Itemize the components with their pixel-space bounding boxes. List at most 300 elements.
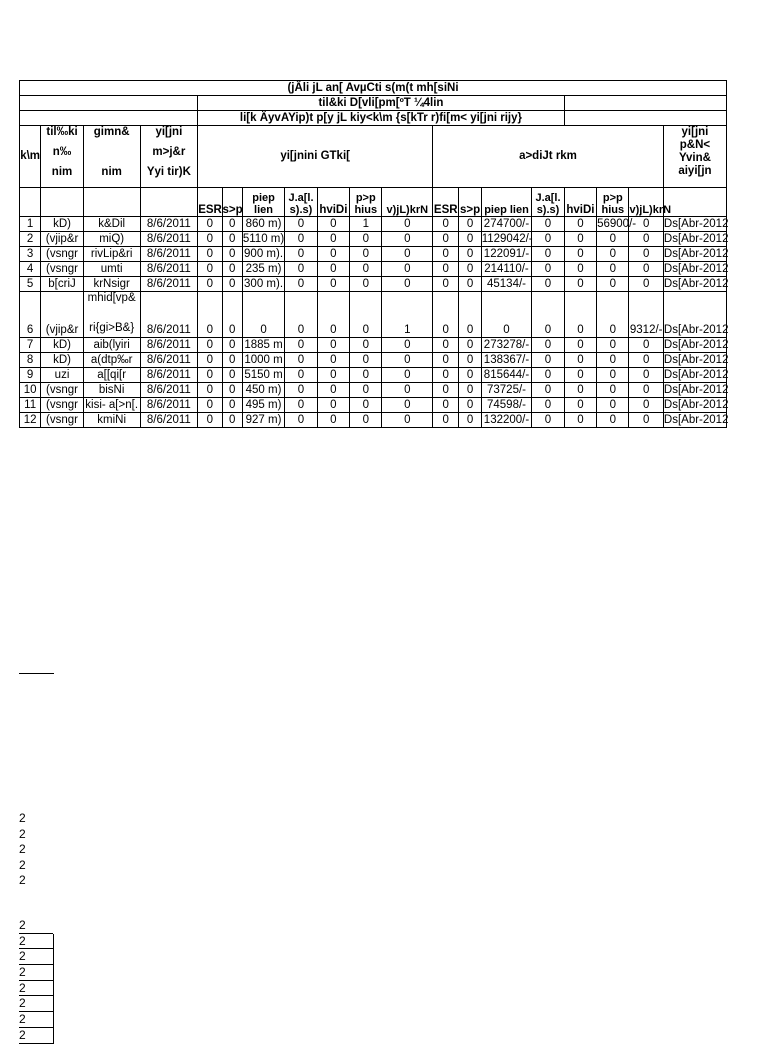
- cell-a-1: 0: [459, 383, 481, 398]
- title-line-2: til&ki D[vli[pm[ºT ¼4lin: [198, 96, 564, 111]
- title-blank-left-3: [20, 111, 198, 126]
- cell-no: 7: [20, 338, 41, 353]
- cell-a-4: 0: [564, 383, 596, 398]
- cell-a-2: 0: [481, 292, 532, 338]
- cell-g-2: 0: [242, 292, 285, 338]
- cell-taluka: (vjip&r: [41, 292, 84, 338]
- table-row: [20, 353, 727, 368]
- cell-no: 3: [20, 247, 41, 262]
- cell-g-2: 1000 m: [242, 353, 285, 368]
- cell-gam: k&Dil: [83, 217, 140, 232]
- subheader-blank: [20, 188, 41, 217]
- footer-two-boxed: 2: [19, 918, 53, 934]
- cell-a-3: 0: [532, 383, 564, 398]
- cell-a-0: 0: [433, 292, 459, 338]
- cell-gam: kmiNi: [83, 413, 140, 428]
- report-table-body: [20, 81, 727, 428]
- cell-g-0: 0: [198, 398, 222, 413]
- table-row: [20, 262, 727, 277]
- cell-a-1: 0: [459, 368, 481, 383]
- footer-twos-boxed: [19, 918, 54, 1044]
- cell-taluka: uzi: [41, 368, 84, 383]
- cell-a-4: 0: [564, 277, 596, 292]
- title-row-1: [20, 81, 727, 96]
- cell-no: 2: [20, 232, 41, 247]
- title-row-3: [20, 111, 727, 126]
- cell-g-3: 0: [285, 338, 317, 353]
- subheader-g-3: J.a[l. s).s): [285, 188, 317, 217]
- subheader-a-4: hviDi: [564, 188, 596, 217]
- table-row: [20, 398, 727, 413]
- cell-g-1: 0: [222, 262, 242, 277]
- cell-g-2: 1885 m: [242, 338, 285, 353]
- cell-g-4: 0: [317, 338, 349, 353]
- cell-taluka: kD): [41, 338, 84, 353]
- cell-g-4: 0: [317, 292, 349, 338]
- cell-g-6: 0: [382, 338, 433, 353]
- cell-g-0: 0: [198, 338, 222, 353]
- cell-g-4: 0: [317, 353, 349, 368]
- cell-g-5: 0: [350, 232, 382, 247]
- col-group-components: yi[jnini GTki[: [198, 126, 433, 188]
- cell-g-1: 0: [222, 232, 242, 247]
- subheader-a-5: p>p hius: [597, 188, 629, 217]
- subheader-blank: [41, 188, 84, 217]
- cell-g-2: 495 m): [242, 398, 285, 413]
- cell-a-3: 0: [532, 368, 564, 383]
- cell-a-4: 0: [564, 338, 596, 353]
- cell-a-4: 0: [564, 217, 596, 232]
- cell-g-5: 0: [350, 262, 382, 277]
- table-row: [20, 338, 727, 353]
- cell-status: Ds[Abr-2012: [663, 353, 729, 366]
- cell-g-3: 0: [285, 292, 317, 338]
- cell-taluka: (vsngr: [41, 398, 84, 413]
- cell-date: 8/6/2011: [140, 232, 198, 247]
- cell-gam-l1: mhid[vp&: [87, 292, 136, 304]
- subheader-blank: [140, 188, 198, 217]
- cell-g-3: 0: [285, 398, 317, 413]
- col-taluka: [41, 126, 84, 188]
- subheader-a-6: v)jL)krN: [629, 188, 663, 217]
- cell-g-0: 0: [198, 247, 222, 262]
- cell-g-5: 0: [350, 353, 382, 368]
- cell-a-5: 0: [597, 368, 629, 383]
- cell-a-1: 0: [459, 232, 481, 247]
- col-taluka-l2: n‰: [52, 146, 72, 158]
- cell-g-0: 0: [198, 383, 222, 398]
- cell-status: Ds[Abr-2012: [663, 383, 729, 396]
- cell-g-3: 0: [285, 368, 317, 383]
- cell-g-6: 0: [382, 368, 433, 383]
- cell-g-1: 0: [222, 277, 242, 292]
- cell-g-1: 0: [222, 368, 242, 383]
- col-yojna-status-l4: aiyi[jn: [678, 165, 712, 177]
- cell-a-4: 0: [564, 247, 596, 262]
- cell-g-6: 0: [382, 383, 433, 398]
- footer-two-boxed: 2: [19, 965, 54, 981]
- cell-g-3: 0: [285, 353, 317, 368]
- footer-two-boxed: 2: [19, 934, 54, 950]
- cell-gam: kisi- a[>n[.: [85, 398, 139, 411]
- cell-no: 12: [20, 413, 41, 428]
- footer-two-boxed: 2: [19, 1028, 54, 1044]
- cell-taluka: b[criJ: [41, 277, 84, 292]
- cell-a-4: 0: [564, 368, 596, 383]
- cell-a-1: 0: [459, 353, 481, 368]
- cell-g-2: 927 m): [242, 413, 285, 428]
- cell-a-0: 0: [433, 383, 459, 398]
- cell-g-0: 0: [198, 277, 222, 292]
- cell-g-2: 5150 m: [242, 368, 285, 383]
- cell-a-1: 0: [459, 292, 481, 338]
- col-taluka-l3: nim: [51, 166, 73, 178]
- col-yojna-date: [140, 126, 198, 188]
- cell-g-0: 0: [198, 217, 222, 232]
- cell-a-5: 0: [597, 398, 629, 413]
- subheader-a-2: piep lien: [481, 188, 532, 217]
- cell-status: Ds[Abr-2012: [663, 413, 729, 426]
- cell-no: 10: [20, 383, 41, 398]
- cell-gam: aib(lyiri: [83, 338, 140, 353]
- cell-a-5: 0: [597, 232, 629, 247]
- cell-a-4: 0: [564, 232, 596, 247]
- subheader-blank: [663, 188, 726, 217]
- cell-g-1: 0: [222, 398, 242, 413]
- cell-a-2: 138367/-: [481, 353, 532, 368]
- footer-two-boxed: 2: [19, 996, 54, 1012]
- cell-status: Ds[Abr-2012: [663, 247, 729, 260]
- cell-no: 6: [20, 292, 41, 338]
- title-blank-right-3: [564, 111, 726, 126]
- cell-a-2: 73725/-: [481, 383, 532, 398]
- footer-twos: [19, 811, 26, 889]
- subheader-a-3: J.a[l. s).s): [532, 188, 564, 217]
- cell-date: 8/6/2011: [140, 292, 198, 338]
- cell-g-3: 0: [285, 413, 317, 428]
- cell-g-2: 860 m): [242, 217, 285, 232]
- cell-g-0: 0: [198, 368, 222, 383]
- table-row: [20, 247, 727, 262]
- cell-a-2: 45134/-: [481, 277, 532, 292]
- cell-taluka: (vsngr: [41, 383, 84, 398]
- cell-g-3: 0: [285, 277, 317, 292]
- subheader-a-1: s>p: [459, 188, 481, 217]
- cell-g-5: 0: [350, 383, 382, 398]
- cell-a-3: 0: [532, 277, 564, 292]
- title-blank-left-2: [20, 96, 198, 111]
- cell-a-0: 0: [433, 217, 459, 232]
- cell-a-6: 9312/-: [629, 292, 663, 338]
- cell-status: Ds[Abr-2012: [663, 262, 729, 275]
- cell-a-5: 0: [597, 292, 629, 338]
- cell-g-5: 1: [350, 217, 382, 232]
- cell-g-4: 0: [317, 262, 349, 277]
- footer-two: 2: [19, 842, 26, 856]
- cell-a-6: 0: [629, 232, 663, 247]
- table-row: [20, 232, 727, 247]
- cell-a-4: 0: [564, 353, 596, 368]
- cell-no: 1: [20, 217, 41, 232]
- cell-a-2: 815644/-: [481, 368, 532, 383]
- cell-g-3: 0: [285, 383, 317, 398]
- cell-g-6: 1: [382, 292, 433, 338]
- cell-g-0: 0: [198, 413, 222, 428]
- cell-a-1: 0: [459, 247, 481, 262]
- table-row: [20, 368, 727, 383]
- cell-date: 8/6/2011: [140, 398, 198, 413]
- cell-no: 11: [20, 398, 41, 413]
- cell-a-4: 0: [564, 398, 596, 413]
- table-row: [20, 217, 727, 232]
- cell-taluka: kD): [41, 217, 84, 232]
- cell-no: 9: [20, 368, 41, 383]
- cell-g-2: 235 m): [242, 262, 285, 277]
- cell-g-0: 0: [198, 232, 222, 247]
- cell-a-6: 0: [629, 338, 663, 353]
- cell-g-1: 0: [222, 292, 242, 338]
- cell-a-0: 0: [433, 262, 459, 277]
- cell-status: Ds[Abr-2012: [663, 232, 729, 245]
- cell-a-6: 0: [629, 368, 663, 383]
- cell-a-0: 0: [433, 368, 459, 383]
- cell-a-5: 0: [597, 338, 629, 353]
- cell-a-2: 74598/-: [481, 398, 532, 413]
- col-gam-l1: gimn&: [93, 126, 130, 138]
- cell-date: 8/6/2011: [140, 277, 198, 292]
- cell-gam: [83, 292, 140, 338]
- cell-a-0: 0: [433, 353, 459, 368]
- cell-g-4: 0: [317, 277, 349, 292]
- title-line-3: li[k ÄyvAYip)t p[y jL kiy<k\m {s[kTr r)fi[m< yi[jni rijy}: [198, 111, 564, 126]
- cell-a-1: 0: [459, 277, 481, 292]
- footer-two-boxed: 2: [19, 1012, 54, 1028]
- subheader-g-0: ESR: [198, 188, 222, 217]
- cell-a-5: 56900/-: [597, 217, 637, 230]
- cell-g-0: 0: [198, 262, 222, 277]
- cell-gam: rivLip&ri: [83, 247, 140, 262]
- cell-a-1: 0: [459, 262, 481, 277]
- cell-a-1: 0: [459, 338, 481, 353]
- cell-a-6: 0: [629, 262, 663, 277]
- cell-a-6: 0: [629, 383, 663, 398]
- cell-g-0: 0: [198, 353, 222, 368]
- cell-date: 8/6/2011: [140, 247, 198, 262]
- title-row-2: [20, 96, 727, 111]
- cell-taluka: kD): [41, 353, 84, 368]
- cell-gam: bisNi: [83, 383, 140, 398]
- cell-a-6: 0: [629, 353, 663, 368]
- cell-g-5: 0: [350, 247, 382, 262]
- subheader-g-5: p>p hius: [350, 188, 382, 217]
- cell-g-6: 0: [382, 353, 433, 368]
- cell-a-6: 0: [629, 277, 663, 292]
- footer-two-boxed: 2: [19, 949, 54, 965]
- cell-g-6: 0: [382, 262, 433, 277]
- col-yojna-status: [663, 126, 726, 188]
- cell-g-1: 0: [222, 383, 242, 398]
- table-row: [20, 277, 727, 292]
- cell-no: 5: [20, 277, 41, 292]
- cell-g-3: 0: [285, 262, 317, 277]
- cell-a-4: 0: [564, 413, 596, 428]
- col-taluka-l1: til‰ki: [46, 126, 78, 138]
- cell-g-2: 900 m).: [244, 247, 284, 260]
- cell-a-2: 1129042/-: [481, 232, 533, 245]
- cell-g-6: 0: [382, 217, 433, 232]
- cell-g-6: 0: [382, 277, 433, 292]
- cell-a-0: 0: [433, 338, 459, 353]
- cell-a-5: 0: [597, 383, 629, 398]
- cell-date: 8/6/2011: [140, 217, 198, 232]
- subheader-a-0: ESR: [433, 188, 459, 217]
- col-yojna-status-l3: Yvin&: [678, 152, 711, 164]
- cell-a-3: 0: [532, 217, 564, 232]
- cell-taluka: (vsngr: [41, 413, 84, 428]
- cell-a-3: 0: [532, 338, 564, 353]
- col-yojna-date-l3: Yyi tir)K: [146, 166, 191, 178]
- cell-a-5: 0: [597, 413, 629, 428]
- cell-g-4: 0: [317, 413, 349, 428]
- cell-g-4: 0: [317, 398, 349, 413]
- cell-a-5: 0: [597, 247, 629, 262]
- cell-g-5: 0: [350, 398, 382, 413]
- cell-a-5: 0: [597, 353, 629, 368]
- table-row: [20, 292, 727, 338]
- col-group-amount: a>diJt rkm: [433, 126, 664, 188]
- table-row: [20, 413, 727, 428]
- col-yojna-status-l1: yi[jni: [681, 126, 709, 138]
- cell-g-4: 0: [317, 232, 349, 247]
- cell-a-3: 0: [532, 353, 564, 368]
- cell-a-5: 0: [597, 262, 629, 277]
- cell-a-2: 132200/-: [481, 413, 532, 428]
- col-yojna-date-l1: yi[jni: [155, 126, 183, 138]
- cell-g-1: 0: [222, 217, 242, 232]
- title-blank-right-2: [564, 96, 726, 111]
- cell-a-4: 0: [564, 262, 596, 277]
- cell-g-1: 0: [222, 353, 242, 368]
- cell-g-5: 0: [350, 277, 382, 292]
- cell-a-6: 0: [629, 413, 663, 428]
- cell-a-6: 0: [629, 247, 663, 262]
- cell-g-5: 0: [350, 413, 382, 428]
- cell-date: 8/6/2011: [140, 368, 198, 383]
- cell-g-3: 0: [285, 247, 317, 262]
- cell-status: Ds[Abr-2012: [663, 368, 729, 381]
- cell-g-5: 0: [350, 292, 382, 338]
- cell-g-3: 0: [285, 232, 317, 247]
- cell-g-6: 0: [382, 398, 433, 413]
- subheader-g-1: s>p: [222, 188, 242, 217]
- cell-a-3: 0: [532, 262, 564, 277]
- cell-status: Ds[Abr-2012: [663, 398, 729, 411]
- cell-gam: a[[qi[r: [83, 368, 140, 383]
- cell-date: 8/6/2011: [140, 413, 198, 428]
- footer-two-boxed: 2: [19, 981, 54, 997]
- cell-no: 8: [20, 353, 41, 368]
- subheader-g-2: piep lien: [242, 188, 285, 217]
- subheader-g-6: v)jL)krN: [382, 188, 433, 217]
- cell-status: Ds[Abr-2012: [663, 292, 726, 338]
- cell-taluka: (vsngr: [41, 247, 84, 262]
- cell-g-4: 0: [317, 368, 349, 383]
- cell-taluka: (vsngr: [41, 262, 84, 277]
- col-yojna-status-l2: p&N<: [679, 139, 711, 151]
- column-header-row: [20, 126, 727, 188]
- cell-g-6: 0: [382, 247, 433, 262]
- subheader-g-4: hviDi: [317, 188, 349, 217]
- cell-a-2: 214110/-: [481, 262, 532, 277]
- cell-a-2: 274700/-: [481, 217, 532, 232]
- cell-gam: umti: [83, 262, 140, 277]
- cell-gam: miQ): [83, 232, 140, 247]
- cell-a-3: 0: [532, 398, 564, 413]
- cell-g-5: 0: [350, 338, 382, 353]
- cell-g-1: 0: [222, 413, 242, 428]
- cell-g-1: 0: [222, 247, 242, 262]
- separator-line: [19, 673, 54, 674]
- cell-g-3: 0: [285, 217, 317, 232]
- cell-a-3: 0: [532, 292, 564, 338]
- cell-status: Ds[Abr-2012: [663, 217, 729, 230]
- cell-a-1: 0: [459, 413, 481, 428]
- cell-g-2: 450 m): [242, 383, 285, 398]
- col-yojna-date-l2: m>j&r: [152, 146, 186, 158]
- cell-g-6: 0: [382, 413, 433, 428]
- report-table: [19, 80, 727, 428]
- cell-taluka: (vjip&r: [41, 232, 84, 247]
- col-km: k\m: [20, 126, 41, 188]
- cell-date: 8/6/2011: [140, 383, 198, 398]
- cell-a-0: 0: [433, 277, 459, 292]
- subheader-blank: [83, 188, 140, 217]
- footer-two: 2: [19, 873, 26, 887]
- cell-g-6: 0: [382, 232, 433, 247]
- cell-a-3: 0: [532, 232, 564, 247]
- footer-two: 2: [19, 826, 26, 841]
- subheader-row: [20, 188, 727, 217]
- cell-g-2: 300 m).: [244, 277, 284, 290]
- cell-a-2: 122091/-: [481, 247, 532, 262]
- cell-a-5: 0: [597, 277, 629, 292]
- cell-g-4: 0: [317, 217, 349, 232]
- cell-g-4: 0: [317, 247, 349, 262]
- cell-date: 8/6/2011: [140, 262, 198, 277]
- cell-a-0: 0: [433, 398, 459, 413]
- cell-a-1: 0: [459, 398, 481, 413]
- cell-gam-l2: ri{gi>B&}: [89, 322, 135, 334]
- footer-two: 2: [19, 811, 26, 825]
- cell-date: 8/6/2011: [140, 338, 198, 353]
- cell-date: 8/6/2011: [140, 353, 198, 368]
- cell-g-2: 5110 m): [242, 232, 285, 245]
- col-gam-l2: nim: [101, 166, 122, 178]
- col-gam: [83, 126, 140, 188]
- cell-a-4: 0: [564, 292, 596, 338]
- table-row: [20, 383, 727, 398]
- cell-a-3: 0: [532, 247, 564, 262]
- cell-a-2: 273278/-: [481, 338, 532, 353]
- cell-a-6: 0: [629, 217, 663, 232]
- cell-g-4: 0: [317, 383, 349, 398]
- cell-a-3: 0: [532, 413, 564, 428]
- cell-gam: a(dtp‰r: [83, 353, 140, 368]
- footer-two: 2: [19, 857, 26, 872]
- cell-a-0: 0: [433, 413, 459, 428]
- cell-a-0: 0: [433, 232, 459, 247]
- title-line-1: (jÂli jL an[ AvµCti s(m(t mh[siNi: [20, 81, 727, 96]
